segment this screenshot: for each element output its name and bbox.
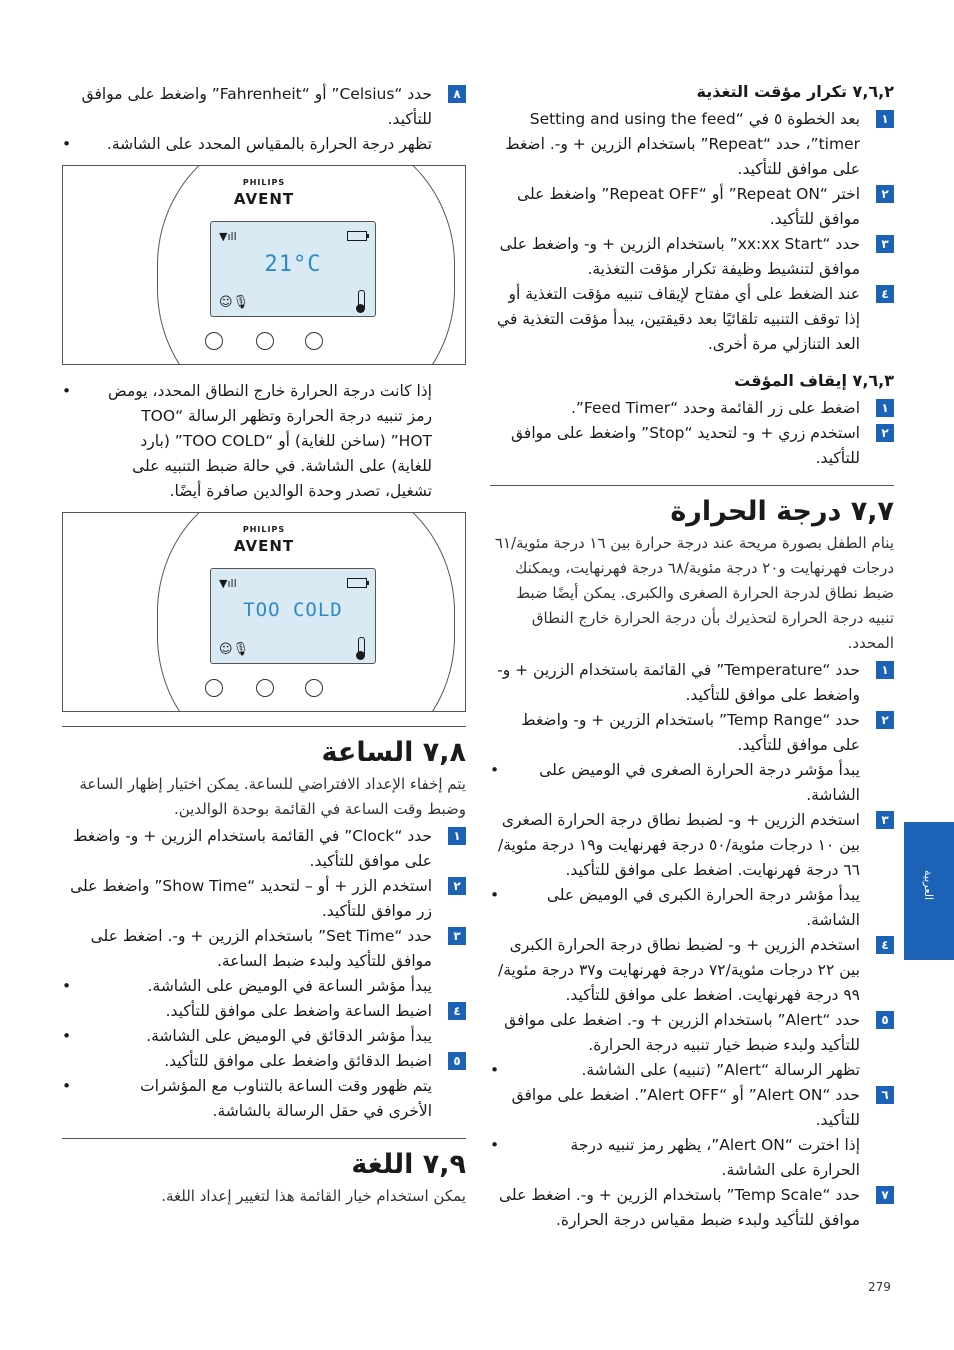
section-divider	[490, 485, 894, 486]
step-١	[62, 824, 466, 874]
bullet-item: • يتم ظهور وقت الساعة بالتناوب مع المؤشرات الأخرى في حقل الرسالة بالشاشة.	[62, 1074, 466, 1124]
step-number: ٣	[876, 811, 894, 829]
middle-button	[256, 679, 274, 697]
bullet-item: • تظهر الرسالة “Alert” (تنبيه) على الشاشة.	[490, 1058, 894, 1083]
baby-face-icon: ☺🎙	[219, 295, 250, 310]
battery-icon	[347, 231, 367, 241]
step-text: اضبط الساعة واضغط على موافق للتأكيد.	[165, 1002, 432, 1021]
step-text: حدد “Celsius” أو “Fahrenheit” واضغط على موافق للتأكيد.	[81, 85, 432, 128]
brand-top: PHILIPS	[242, 525, 286, 534]
step-٣	[490, 808, 894, 883]
bullet-item: • يبدأ مؤشر درجة الحرارة الصغرى في الوميض على الشاشة.	[490, 758, 894, 808]
step-number: ١	[448, 827, 466, 845]
step-text: حدد “Alert” باستخدام الزرين + و-. اضغط على موافق للتأكيد ولبدء ضبط خيار تنبيه درجة الحرارة.	[504, 1011, 860, 1055]
step-number: ٢	[876, 424, 894, 442]
signal-icon: ▼ıll	[219, 230, 237, 243]
step-text: استخدم الزرين + و- لضبط نطاق درجة الحرارة الكبرى بين ٢٢ درجات مئوية/٧٢ درجة فهرنهايت و٣٧ درجة مئوية/٩٩ درجة فهرنهايت. اضغط على موافق للتأكيد.	[497, 936, 860, 1005]
step-number: ٣	[448, 927, 466, 945]
middle-button	[256, 332, 274, 350]
step-number: ٤	[876, 285, 894, 303]
section-7-7-title: ٧,٧ درجة الحرارة	[670, 496, 894, 527]
step-text: حدد “Clock” في القائمة باستخدام الزرين + و- واضغط على موافق للتأكيد.	[73, 827, 432, 871]
step-text: استخدم الزر + أو – لتحديد “Show Time” واضغط على زر موافق للتأكيد.	[70, 877, 432, 921]
left-column	[62, 82, 466, 1211]
step-1	[490, 396, 894, 421]
step-text: اضبط الدقائق واضغط على موافق للتأكيد.	[164, 1052, 432, 1071]
warning-bullet: • إذا كانت درجة الحرارة خارج النطاق المحدد، يومض رمز تنبيه درجة الحرارة وتظهر الرسالة “TOO HOT” (ساخن للغاية) أو “TOO COLD” (بارد للغاية) على الشاشة. في حالة ضبط التنبيه على تشغيل، تصدر وحدة الوالدين صافرة أيضًا.	[62, 379, 466, 504]
step-٦	[490, 1083, 894, 1133]
step-text: حدد “Temperature” في القائمة باستخدام الزرين + و- واضغط على موافق للتأكيد.	[497, 661, 860, 705]
step-٧	[490, 1183, 894, 1233]
step-١	[490, 658, 894, 708]
step-number: ٥	[876, 1011, 894, 1029]
right-column	[490, 82, 894, 1233]
step-text: حدد “Set Time” باستخدام الزرين + و-. اضغط على موافق للتأكيد ولبدء ضبط الساعة.	[90, 927, 432, 971]
step-text: حدد “xx:xx Start” باستخدام الزرين + و- واضغط على موافق لتنشيط وظيفة تكرار مؤقت التغذية.	[499, 235, 860, 278]
parent-unit-illustration	[62, 165, 466, 365]
temperature-steps	[490, 658, 894, 1233]
step-number: ٢	[876, 185, 894, 203]
step-number: ٥	[448, 1052, 466, 1070]
step-٤	[490, 933, 894, 1008]
thermometer-icon	[358, 637, 365, 657]
baby-face-icon: ☺🎙	[219, 642, 250, 657]
section-7-8-title: ٧,٨ الساعة	[321, 737, 466, 768]
step-number: ٤	[448, 1002, 466, 1020]
clock-steps	[62, 824, 466, 1124]
section-7-6-2-title: ٧,٦,٢ تكرار مؤقت التغذية	[696, 82, 894, 101]
parent-unit-illustration-too-cold	[62, 512, 466, 712]
left-button	[205, 679, 223, 697]
section-intro: يمكن استخدام خيار القائمة هذا لتغيير إعداد اللغة.	[161, 1187, 466, 1206]
step-1	[490, 107, 894, 182]
step-٢	[490, 708, 894, 758]
step-text: بعد الخطوة ٥ في “Setting and using the feed timer”، حدد “Repeat” باستخدام الزرين + و-. اضغط على موافق للتأكيد.	[505, 110, 860, 178]
step-number: ٨	[448, 85, 466, 103]
step-number: ٧	[876, 1186, 894, 1204]
step-٥	[62, 1049, 466, 1074]
step-text: اختر “Repeat ON” أو “Repeat OFF” واضغط على موافق للتأكيد.	[517, 185, 860, 228]
section-intro: يتم إخفاء الإعداد الافتراضي للساعة. يمكن اختيار إظهار الساعة وضبط وقت الساعة في القائمة بوحدة الوالدين.	[79, 775, 466, 819]
step-text: اضغط على زر القائمة وحدد “Feed Timer”.	[570, 399, 860, 417]
brand-logo: AVENT	[233, 190, 295, 208]
lcd-readout: 21°C	[264, 252, 322, 277]
section-divider	[62, 1138, 466, 1139]
step-number: ٦	[876, 1086, 894, 1104]
step-٤	[62, 999, 466, 1024]
lcd-display	[210, 568, 376, 664]
step-text: عند الضغط على أي مفتاح لإيقاف تنبيه مؤقت التغذية أو إذا توقف التنبيه تلقائيًا بعد دقيقتين، يبدأ مؤقت التغذية في العد التنازلي مرة أخرى.	[497, 285, 860, 353]
step-number: ٣	[876, 235, 894, 253]
thermometer-icon	[358, 290, 365, 310]
lcd-readout: TOO COLD	[243, 599, 343, 621]
bullet-item: • إذا اخترت “Alert ON”، يظهر رمز تنبيه درجة الحرارة على الشاشة.	[490, 1133, 894, 1183]
section-7-9-title: ٧,٩ اللغة	[351, 1149, 466, 1181]
bullet-item: • يبدأ مؤشر الساعة في الوميض على الشاشة.	[62, 974, 466, 999]
section-divider	[62, 726, 466, 727]
step-٨	[62, 82, 466, 132]
bullet-item: • يبدأ مؤشر الدقائق في الوميض على الشاشة.	[62, 1024, 466, 1049]
step-number: ٢	[876, 711, 894, 729]
bullet-item: • يبدأ مؤشر درجة الحرارة الكبرى في الوميض على الشاشة.	[490, 883, 894, 933]
step-text: استخدم الزرين + و- لضبط نطاق درجة الحرارة الصغرى بين ١٠ درجات مئوية/٥٠ درجة فهرنهايت و١٩ درجة مئوية/٦٦ درجة فهرنهايت. اضغط على موافق للتأكيد.	[497, 811, 860, 880]
left-button	[205, 332, 223, 350]
step-number: ٢	[448, 877, 466, 895]
step-text: حدد “Temp Scale” باستخدام الزرين + و-. اضغط على موافق للتأكيد ولبدء ضبط مقياس درجة الحرارة.	[499, 1186, 860, 1230]
brand-logo: AVENT	[233, 537, 295, 555]
section-7-6-3-title: ٧,٦,٣ إيقاف المؤقت	[734, 371, 894, 390]
section-intro: ينام الطفل بصورة مريحة عند درجة حرارة بين ١٦ درجة مئوية/٦١ درجات فهرنهايت و٢٠ درجة مئوية/٦٨ درجة فهرنهايت، ويمكنك ضبط نطاق لدرجة الحرارة الصغرى والكبرى. يمكن أيضًا ضبط تنبيه درجة الحرارة لتحذيرك بأن درجة الحرارة خارج النطاق المحدد.	[494, 534, 894, 653]
step-text: حدد “Alert ON” أو “Alert OFF”. اضغط على موافق للتأكيد.	[511, 1086, 860, 1130]
battery-icon	[347, 578, 367, 588]
bullet-item: • تظهر درجة الحرارة بالمقياس المحدد على الشاشة.	[62, 132, 466, 157]
step-2	[490, 182, 894, 232]
step-number: ١	[876, 661, 894, 679]
step-4	[490, 282, 894, 357]
step-text: حدد “Temp Range” باستخدام الزرين + و- واضغط على موافق للتأكيد.	[521, 711, 860, 755]
step-3	[490, 232, 894, 282]
step-number: ١	[876, 399, 894, 417]
right-button	[305, 332, 323, 350]
language-tab	[904, 822, 954, 960]
step-٥	[490, 1008, 894, 1058]
scale-steps	[62, 82, 466, 157]
page-number: 279	[868, 1280, 891, 1294]
step-number: ٤	[876, 936, 894, 954]
signal-icon: ▼ıll	[219, 577, 237, 590]
step-٣	[62, 924, 466, 974]
step-2	[490, 421, 894, 471]
step-text: استخدم زري + و- لتحديد “Stop” واضغط على موافق للتأكيد.	[510, 424, 860, 467]
lcd-display	[210, 221, 376, 317]
step-number: ١	[876, 110, 894, 128]
step-٢	[62, 874, 466, 924]
right-button	[305, 679, 323, 697]
brand-top: PHILIPS	[242, 178, 286, 187]
language-tab-label: العربية	[922, 870, 935, 901]
